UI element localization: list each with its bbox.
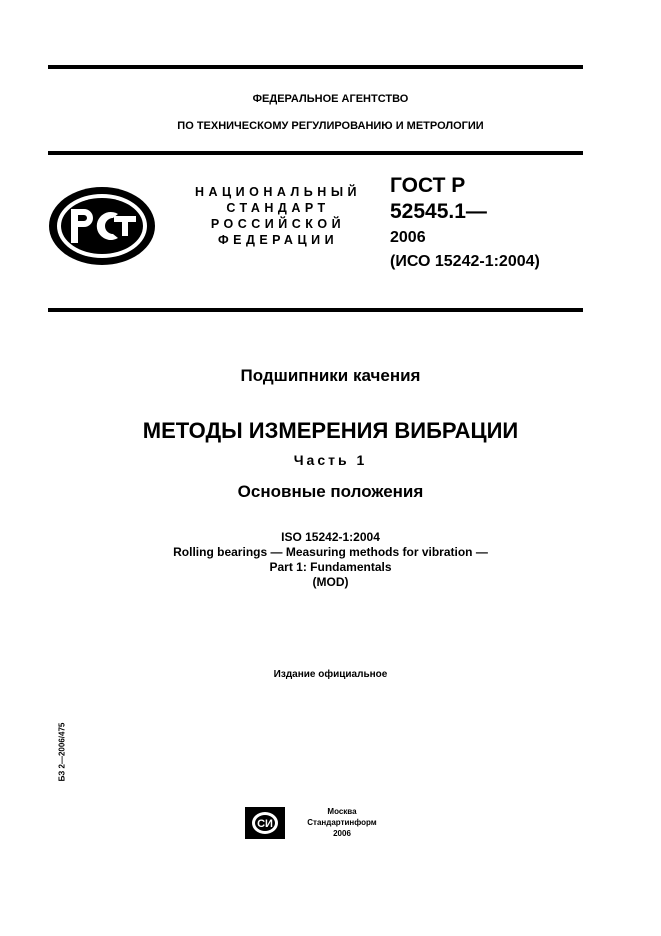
gost-iso-ref: (ИСО 15242-1:2004) — [390, 253, 540, 270]
gost-line-2: 52545.1— — [390, 200, 487, 223]
national-line-4: ФЕДЕРАЦИИ — [217, 233, 339, 247]
publisher-year: 2006 — [333, 829, 351, 838]
publisher-city: Москва — [327, 807, 357, 816]
subtitle: Основные положения — [237, 482, 424, 501]
agency-line-1: ФЕДЕРАЛЬНОЕ АГЕНТСТВО — [252, 93, 409, 105]
agency-line-2: ПО ТЕХНИЧЕСКОМУ РЕГУЛИРОВАНИЮ И МЕТРОЛОГИИ — [177, 120, 484, 132]
top-rule — [48, 65, 583, 69]
national-standard-label — [188, 184, 368, 248]
national-line-3: РОССИЙСКОЙ — [210, 217, 346, 231]
side-code: БЗ 2—2006/475 — [57, 722, 67, 782]
iso-line-2: Part 1: Fundamentals — [269, 560, 392, 574]
edition-label: Издание официальное — [273, 669, 388, 680]
main-title: МЕТОДЫ ИЗМЕРЕНИЯ ВИБРАЦИИ — [142, 418, 519, 443]
iso-code: ISO 15242-1:2004 — [281, 530, 380, 544]
gost-year: 2006 — [390, 229, 426, 246]
publisher-info — [296, 806, 388, 839]
national-line-1: НАЦИОНАЛЬНЫЙ — [194, 185, 362, 199]
standartinform-logo-icon — [245, 807, 285, 839]
gost-designation — [390, 173, 540, 273]
rst-logo-icon — [46, 184, 158, 268]
standard-rule — [48, 308, 583, 312]
subject-title: Подшипники качения — [240, 366, 421, 385]
header-rule — [48, 151, 583, 155]
gost-line-1: ГОСТ Р — [390, 174, 466, 197]
part-label: Часть 1 — [293, 452, 368, 468]
iso-line-1: Rolling bearings — Measuring methods for vibration — — [173, 545, 488, 559]
national-line-2: СТАНДАРТ — [226, 201, 330, 215]
svg-text:СИ: СИ — [257, 818, 273, 830]
iso-mod: (MOD) — [312, 575, 349, 589]
publisher-name: Стандартинформ — [307, 818, 377, 827]
